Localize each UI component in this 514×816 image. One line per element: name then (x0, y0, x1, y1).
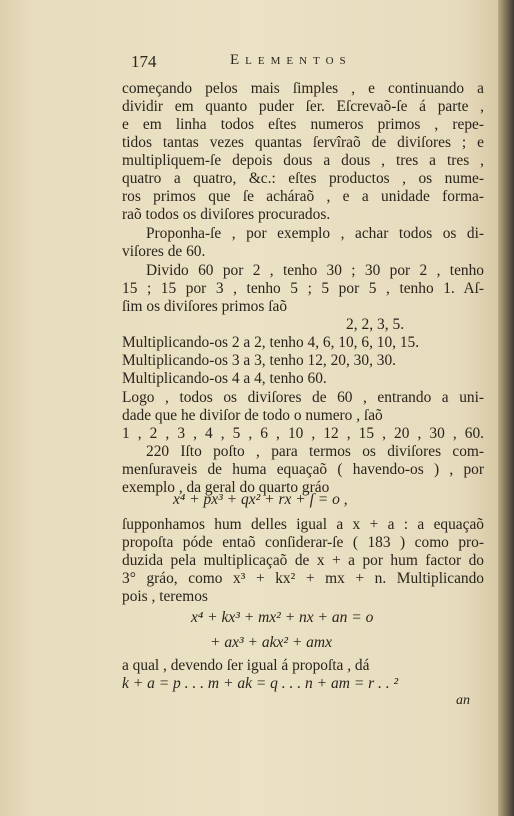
body-line: duzida pela multiplicaçaõ de x + a por hum factor do (122, 552, 484, 569)
equation-coefficients: k + a = p . . . m + ak = q . . . n + am = r . . ² (122, 675, 399, 692)
equation-product: x⁴ + kx³ + mx² + nx + an = o (191, 609, 374, 626)
body-line: Divido 60 por 2 , tenho 30 ; 30 por 2 , tenho (146, 262, 484, 279)
divisors-list: 1 , 2 , 3 , 4 , 5 , 6 , 10 , 12 , 15 , 20 , 30 , 60. (122, 425, 484, 442)
body-line: exemplo , da geral do quarto gráo (122, 479, 330, 496)
equation-general: x⁴ + px³ + qx² + rx + ſ = o , (173, 491, 348, 508)
body-line: dividir em quanto puder ſer. Eſcrevaõ-ſe á parte , (122, 98, 484, 115)
body-line: começando pelos mais ſimples , e continuando a (122, 80, 484, 97)
mult-line: Multiplicando-os 2 a 2, tenho 4, 6, 10, 6, 10, 15. (122, 334, 420, 351)
mult-line: Multiplicando-os 4 a 4, tenho 60. (122, 370, 327, 387)
body-line: ſupponhamos hum delles igual a x + a : a equaçaõ (122, 516, 484, 533)
body-line: 15 ; 15 por 3 , tenho 5 ; 5 por 5 , tenho 1. Aſ- (122, 280, 484, 297)
body-line: ſim os diviſores primos ſaõ (122, 298, 288, 315)
book-edge (498, 0, 514, 816)
body-line: 220 Iſto poſto , para termos os diviſores com- (146, 443, 484, 460)
primes-list: 2, 2, 3, 5. (346, 316, 405, 333)
page-number: 174 (131, 52, 157, 71)
body-line: raõ todos os diviſores procurados. (122, 206, 331, 223)
running-head: Elementos (230, 52, 352, 68)
body-line: Proponha-ſe , por exemplo , achar todos os di- (146, 225, 484, 242)
body-line: multipliquem-ſe depois dous a dous , tres a tres , (122, 152, 484, 169)
body-line: quatro a quatro, &c.: eſtes productos , os nume- (122, 170, 484, 187)
body-line: tidos tantas vezes quantas ſervîraõ de diviſores ; e (122, 134, 484, 151)
body-line: viſores de 60. (122, 243, 206, 260)
body-line: menſuraveis de huma equaçaõ ( havendo-os ) , por (122, 461, 484, 478)
body-line: e em linha todos eſtes numeros primos , repe- (122, 116, 484, 133)
mult-line: Multiplicando-os 3 a 3, tenho 12, 20, 30, 30. (122, 352, 397, 369)
body-line: dade que he diviſor de todo o numero , ſaõ (122, 407, 383, 424)
body-line: Logo , todos os diviſores de 60 , entrando a uni- (122, 389, 484, 406)
body-line: ros primos que ſe acháraõ , e a unidade forma- (122, 188, 484, 205)
catchword: an (456, 693, 470, 708)
body-line: a qual , devendo ſer igual á propoſta , dá (122, 657, 370, 674)
body-line: 3° gráo, como x³ + kx² + mx + n. Multiplicando (122, 570, 484, 587)
equation-product-terms: + ax³ + akx² + amx (210, 634, 333, 651)
body-line: pois , teremos (122, 588, 208, 605)
body-line: propoſta póde entaõ conſiderar-ſe ( 183 ) como pro- (122, 534, 484, 551)
